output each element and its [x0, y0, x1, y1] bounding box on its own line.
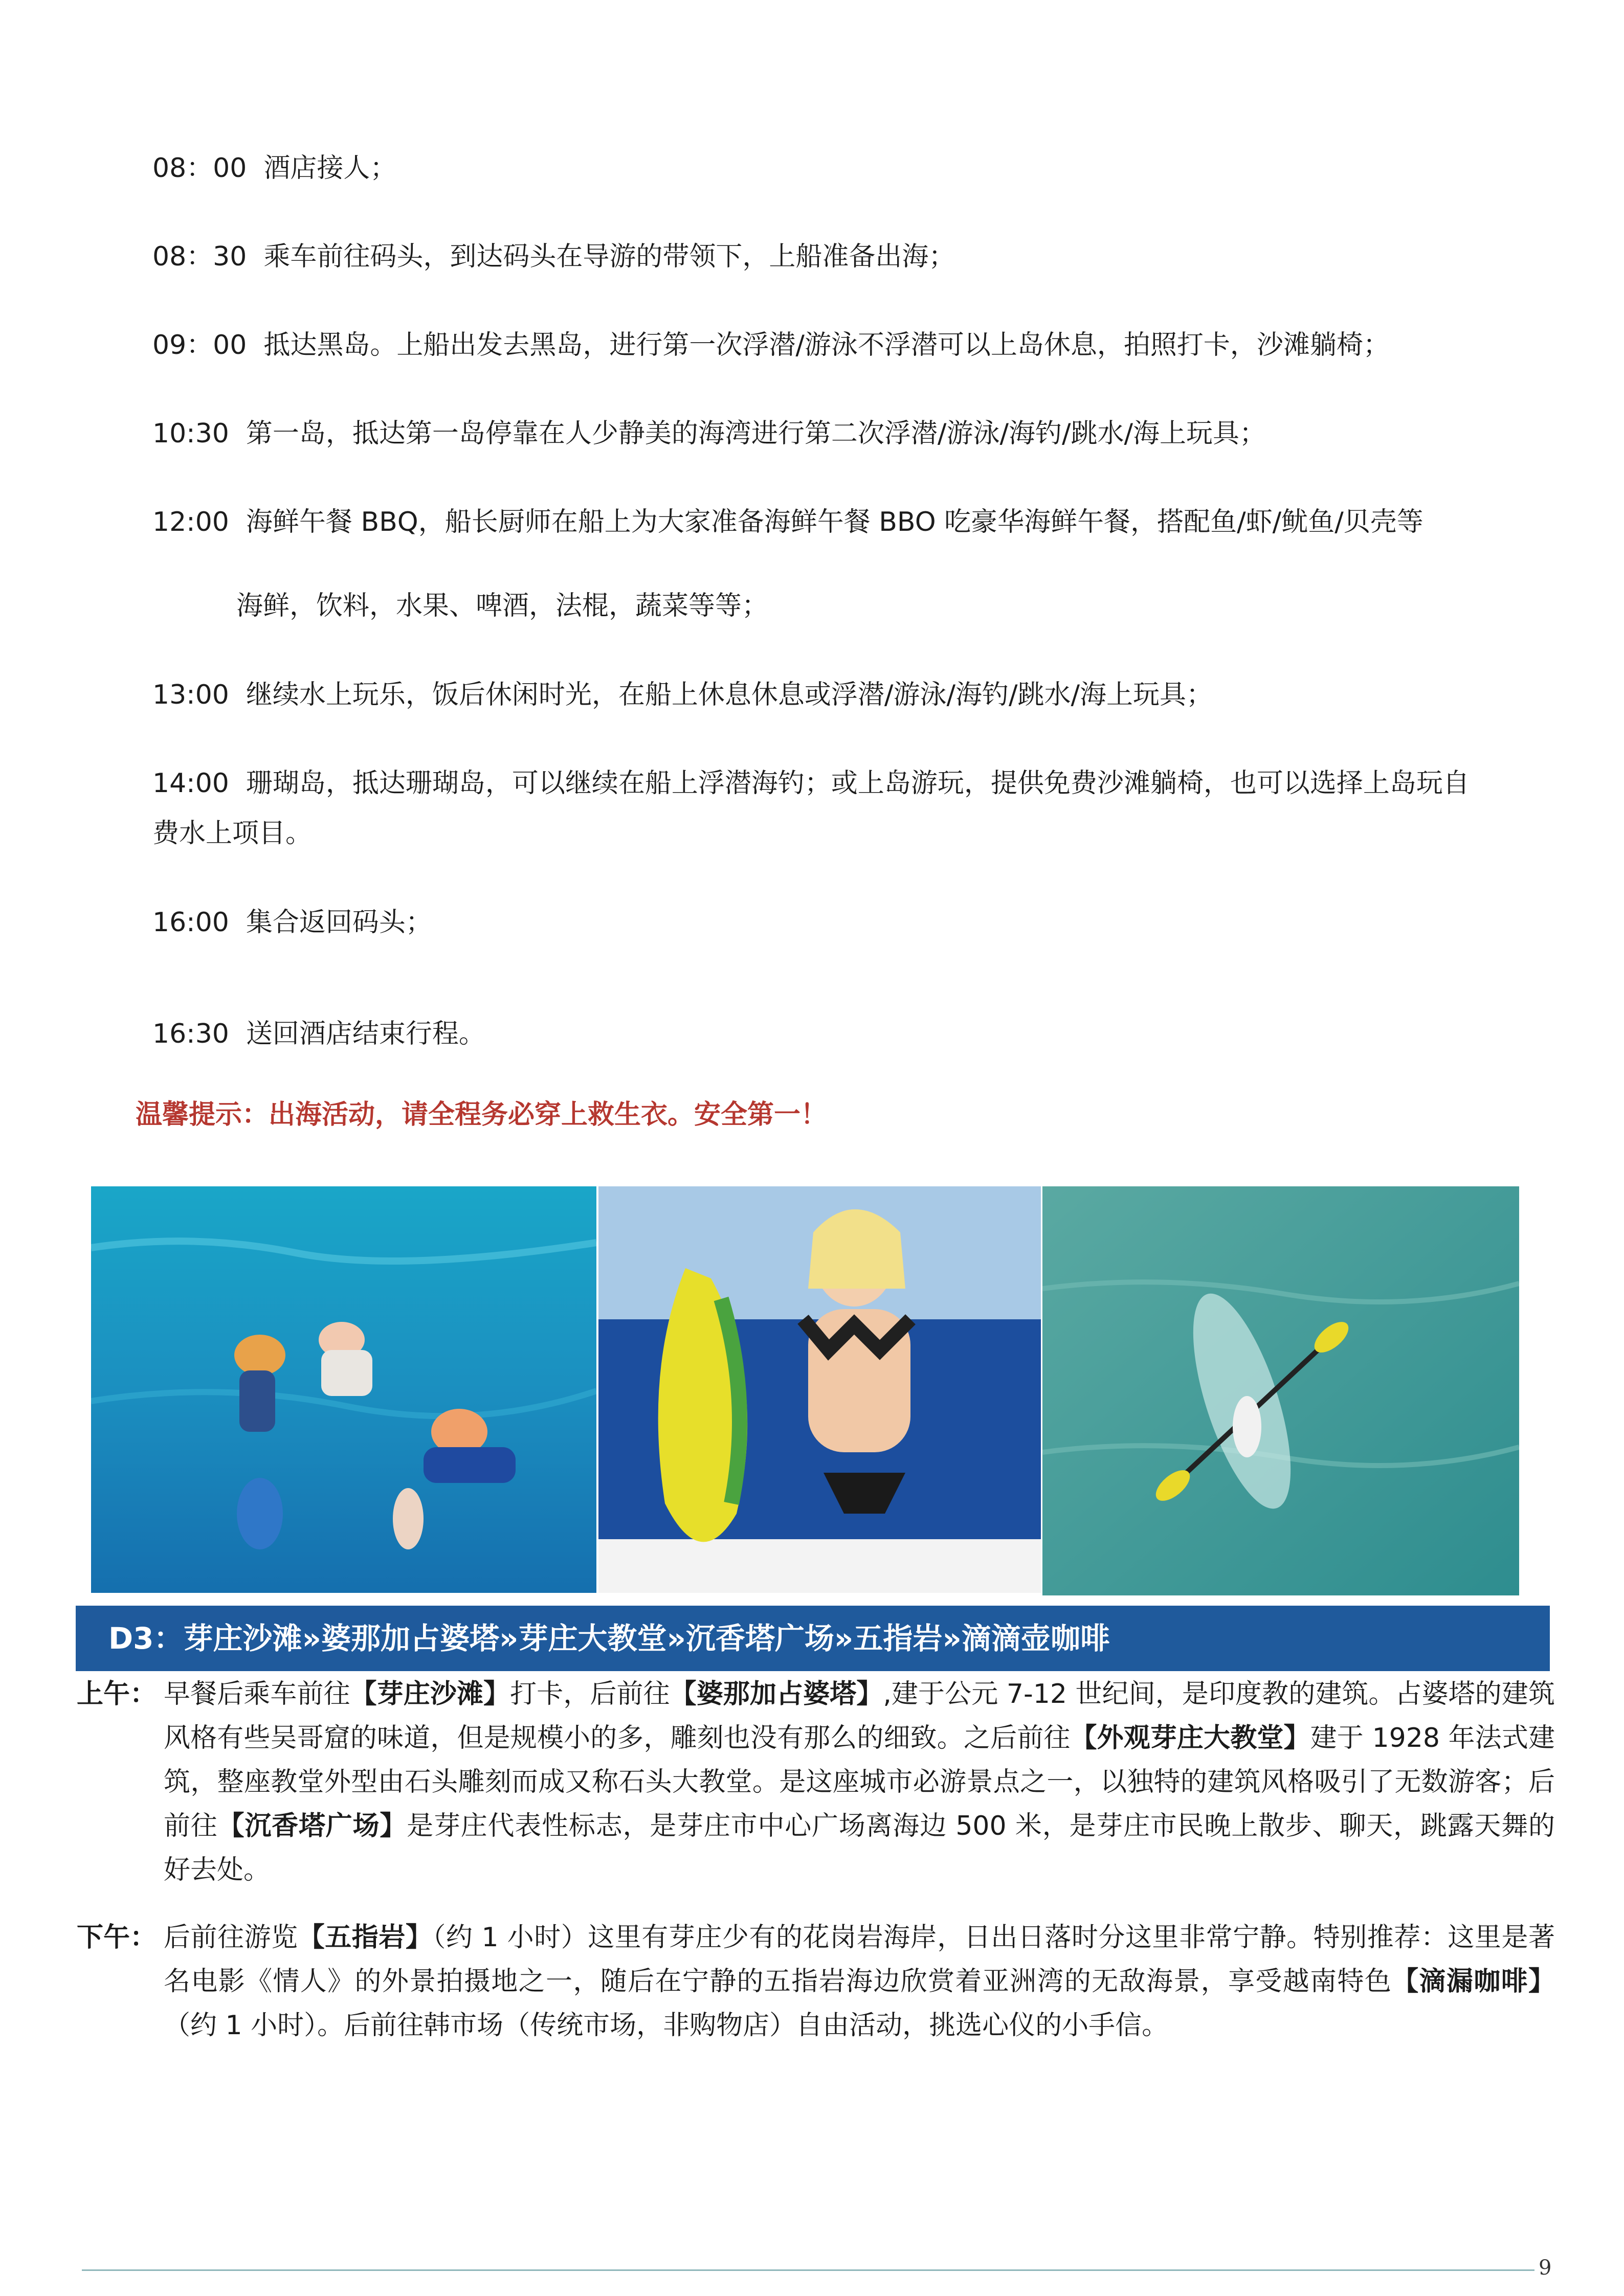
schedule-line-6: 13:00 继续水上玩乐，饭后休闲时光，在船上休息休息或浮潜/游泳/海钓/跳水/海上玩具； [152, 680, 1213, 710]
schedule-line-5-cont: 海鲜，饮料，水果、啤酒，法棍，蔬菜等等； [236, 591, 769, 621]
snorkeling-photo [91, 1186, 596, 1593]
fishing-photo [598, 1186, 1041, 1593]
schedule-line-7: 14:00 珊瑚岛，抵达珊瑚岛，可以继续在船上浮潜海钓；或上岛游玩，提供免费沙滩躺椅，也可以选择上岛玩自 [152, 768, 1470, 799]
schedule-line-7-cont: 费水上项目。 [152, 818, 313, 849]
schedule-line-3: 09：00 抵达黑岛。上船出发去黑岛，进行第一次浮潜/游泳不浮潜可以上岛休息，拍照打卡，沙滩躺椅； [152, 330, 1390, 361]
schedule-line-1: 08：00 酒店接人； [152, 153, 397, 184]
safety-tip: 温馨提示：出海活动，请全程务必穿上救生衣。安全第一！ [136, 1099, 828, 1130]
afternoon-label: 下午： [77, 1922, 157, 1953]
schedule-line-5: 12:00 海鲜午餐 BBQ，船长厨师在船上为大家准备海鲜午餐 BBO 吃豪华海鲜午餐，搭配鱼/虾/鱿鱼/贝壳等 [152, 507, 1423, 537]
morning-paragraph: 早餐后乘车前往【芽庄沙滩】打卡，后前往【婆那加占婆塔】,建于公元 7-12 世纪间，是印度教的建筑。占婆塔的建筑风格有些吴哥窟的味道，但是规模小的多，雕刻也没有那么的细致。之后前往【外观芽庄大教堂】建于 1928 年法式建筑，整座教堂外型由石头雕刻而成又称石头大教堂。是这座城市必游景点之一，以独特的建筑风格吸引了无数游客；后前往【沉香塔广场】是芽庄代表性标志，是芽庄市中心广场离海边 500 米，是芽庄市民晚上散步、聊天，跳露天舞的好去处。 [164, 1679, 1555, 1885]
kayak-photo [1042, 1186, 1519, 1595]
schedule-line-9: 16:30 送回酒店结束行程。 [152, 1019, 485, 1049]
morning-label: 上午： [77, 1679, 157, 1709]
afternoon-paragraph: 后前往游览【五指岩】（约 1 小时）这里有芽庄少有的花岗岩海岸，日出日落时分这里非常宁静。特别推荐：这里是著名电影《情人》的外景拍摄地之一，随后在宁静的五指岩海边欣赏着亚洲湾的无敌海景，享受越南特色【滴漏咖啡】（约 1 小时）。后前往韩市场（传统市场，非购物店）自由活动，挑选心仪的小手信。 [164, 1922, 1555, 2041]
footer-rule [82, 2269, 1534, 2271]
schedule-line-4: 10:30 第一岛，抵达第一岛停靠在人少静美的海湾进行第二次浮潜/游泳/海钓/跳水/海上玩具； [152, 418, 1266, 449]
page-number: 9 [1539, 2256, 1552, 2280]
day3-banner: D3：芽庄沙滩»婆那加占婆塔»芽庄大教堂»沉香塔广场»五指岩»滴滴壶咖啡 [76, 1606, 1550, 1671]
schedule-line-8: 16:00 集合返回码头； [152, 907, 432, 938]
schedule-line-2: 08：30 乘车前往码头，到达码头在导游的带领下，上船准备出海； [152, 241, 955, 272]
